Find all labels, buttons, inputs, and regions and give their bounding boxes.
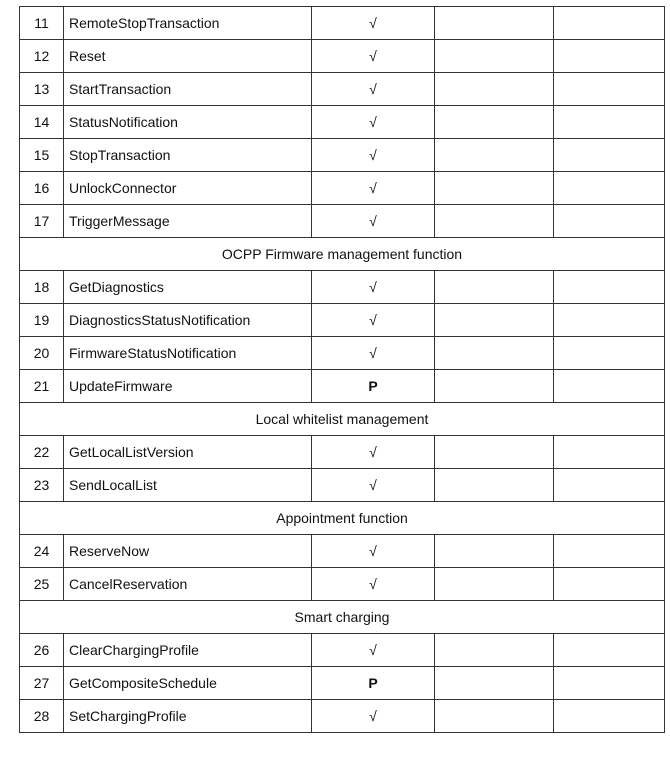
function-name: GetLocalListVersion bbox=[64, 436, 312, 469]
empty-cell bbox=[435, 106, 554, 139]
section-title: Appointment function bbox=[20, 502, 665, 535]
empty-cell bbox=[554, 304, 665, 337]
table-row bbox=[20, 271, 665, 304]
section-title: Smart charging bbox=[20, 601, 665, 634]
support-mark: √ bbox=[312, 436, 435, 469]
row-number: 15 bbox=[20, 139, 64, 172]
empty-cell bbox=[554, 634, 665, 667]
empty-cell bbox=[435, 436, 554, 469]
empty-cell bbox=[435, 634, 554, 667]
table-row bbox=[20, 667, 665, 700]
row-number: 13 bbox=[20, 73, 64, 106]
empty-cell bbox=[554, 40, 665, 73]
function-name: RemoteStopTransaction bbox=[64, 7, 312, 40]
section-header-row bbox=[20, 403, 665, 436]
empty-cell bbox=[554, 370, 665, 403]
row-number: 23 bbox=[20, 469, 64, 502]
function-name: ClearChargingProfile bbox=[64, 634, 312, 667]
function-name: Reset bbox=[64, 40, 312, 73]
row-number: 16 bbox=[20, 172, 64, 205]
row-number: 27 bbox=[20, 667, 64, 700]
empty-cell bbox=[554, 139, 665, 172]
empty-cell bbox=[554, 337, 665, 370]
function-name: UnlockConnector bbox=[64, 172, 312, 205]
empty-cell bbox=[435, 172, 554, 205]
function-name: StartTransaction bbox=[64, 73, 312, 106]
row-number: 12 bbox=[20, 40, 64, 73]
function-name: ReserveNow bbox=[64, 535, 312, 568]
support-mark: P bbox=[312, 370, 435, 403]
support-mark: √ bbox=[312, 634, 435, 667]
row-number: 25 bbox=[20, 568, 64, 601]
empty-cell bbox=[435, 139, 554, 172]
empty-cell bbox=[435, 7, 554, 40]
empty-cell bbox=[554, 271, 665, 304]
empty-cell bbox=[554, 172, 665, 205]
empty-cell bbox=[554, 700, 665, 733]
support-mark: √ bbox=[312, 700, 435, 733]
row-number: 28 bbox=[20, 700, 64, 733]
support-mark: √ bbox=[312, 469, 435, 502]
support-mark: √ bbox=[312, 568, 435, 601]
empty-cell bbox=[554, 568, 665, 601]
empty-cell bbox=[435, 535, 554, 568]
row-number: 19 bbox=[20, 304, 64, 337]
empty-cell bbox=[554, 469, 665, 502]
function-name: GetCompositeSchedule bbox=[64, 667, 312, 700]
section-title: OCPP Firmware management function bbox=[20, 238, 665, 271]
function-name: TriggerMessage bbox=[64, 205, 312, 238]
empty-cell bbox=[554, 205, 665, 238]
empty-cell bbox=[435, 667, 554, 700]
table-row bbox=[20, 73, 665, 106]
table-row bbox=[20, 106, 665, 139]
support-mark: √ bbox=[312, 535, 435, 568]
ocpp-function-table bbox=[19, 6, 665, 733]
support-mark: √ bbox=[312, 172, 435, 205]
table-row bbox=[20, 337, 665, 370]
table-row bbox=[20, 469, 665, 502]
function-name: SendLocalList bbox=[64, 469, 312, 502]
section-header-row bbox=[20, 601, 665, 634]
empty-cell bbox=[554, 436, 665, 469]
function-name: UpdateFirmware bbox=[64, 370, 312, 403]
row-number: 11 bbox=[20, 7, 64, 40]
empty-cell bbox=[435, 469, 554, 502]
table-row bbox=[20, 436, 665, 469]
table-row bbox=[20, 700, 665, 733]
section-header-row bbox=[20, 238, 665, 271]
row-number: 21 bbox=[20, 370, 64, 403]
support-mark: √ bbox=[312, 337, 435, 370]
empty-cell bbox=[435, 271, 554, 304]
row-number: 17 bbox=[20, 205, 64, 238]
empty-cell bbox=[435, 337, 554, 370]
row-number: 22 bbox=[20, 436, 64, 469]
function-name: DiagnosticsStatusNotification bbox=[64, 304, 312, 337]
empty-cell bbox=[435, 205, 554, 238]
table-row bbox=[20, 7, 665, 40]
row-number: 26 bbox=[20, 634, 64, 667]
empty-cell bbox=[554, 73, 665, 106]
table-row bbox=[20, 139, 665, 172]
table-row bbox=[20, 568, 665, 601]
empty-cell bbox=[554, 106, 665, 139]
support-mark: P bbox=[312, 667, 435, 700]
row-number: 24 bbox=[20, 535, 64, 568]
table-row bbox=[20, 535, 665, 568]
function-name: StopTransaction bbox=[64, 139, 312, 172]
support-mark: √ bbox=[312, 271, 435, 304]
row-number: 20 bbox=[20, 337, 64, 370]
function-name: FirmwareStatusNotification bbox=[64, 337, 312, 370]
support-mark: √ bbox=[312, 139, 435, 172]
table-row bbox=[20, 205, 665, 238]
support-mark: √ bbox=[312, 304, 435, 337]
table-row bbox=[20, 172, 665, 205]
support-mark: √ bbox=[312, 40, 435, 73]
table-row bbox=[20, 40, 665, 73]
table-body bbox=[20, 7, 665, 733]
empty-cell bbox=[435, 73, 554, 106]
empty-cell bbox=[435, 40, 554, 73]
section-header-row bbox=[20, 502, 665, 535]
empty-cell bbox=[435, 568, 554, 601]
support-mark: √ bbox=[312, 73, 435, 106]
empty-cell bbox=[435, 304, 554, 337]
row-number: 18 bbox=[20, 271, 64, 304]
empty-cell bbox=[435, 370, 554, 403]
support-mark: √ bbox=[312, 106, 435, 139]
support-mark: √ bbox=[312, 7, 435, 40]
table-row bbox=[20, 634, 665, 667]
table-row bbox=[20, 304, 665, 337]
empty-cell bbox=[554, 667, 665, 700]
function-name: SetChargingProfile bbox=[64, 700, 312, 733]
function-name: CancelReservation bbox=[64, 568, 312, 601]
table-row bbox=[20, 370, 665, 403]
empty-cell bbox=[554, 535, 665, 568]
function-name: StatusNotification bbox=[64, 106, 312, 139]
row-number: 14 bbox=[20, 106, 64, 139]
support-mark: √ bbox=[312, 205, 435, 238]
section-title: Local whitelist management bbox=[20, 403, 665, 436]
empty-cell bbox=[554, 7, 665, 40]
empty-cell bbox=[435, 700, 554, 733]
function-name: GetDiagnostics bbox=[64, 271, 312, 304]
